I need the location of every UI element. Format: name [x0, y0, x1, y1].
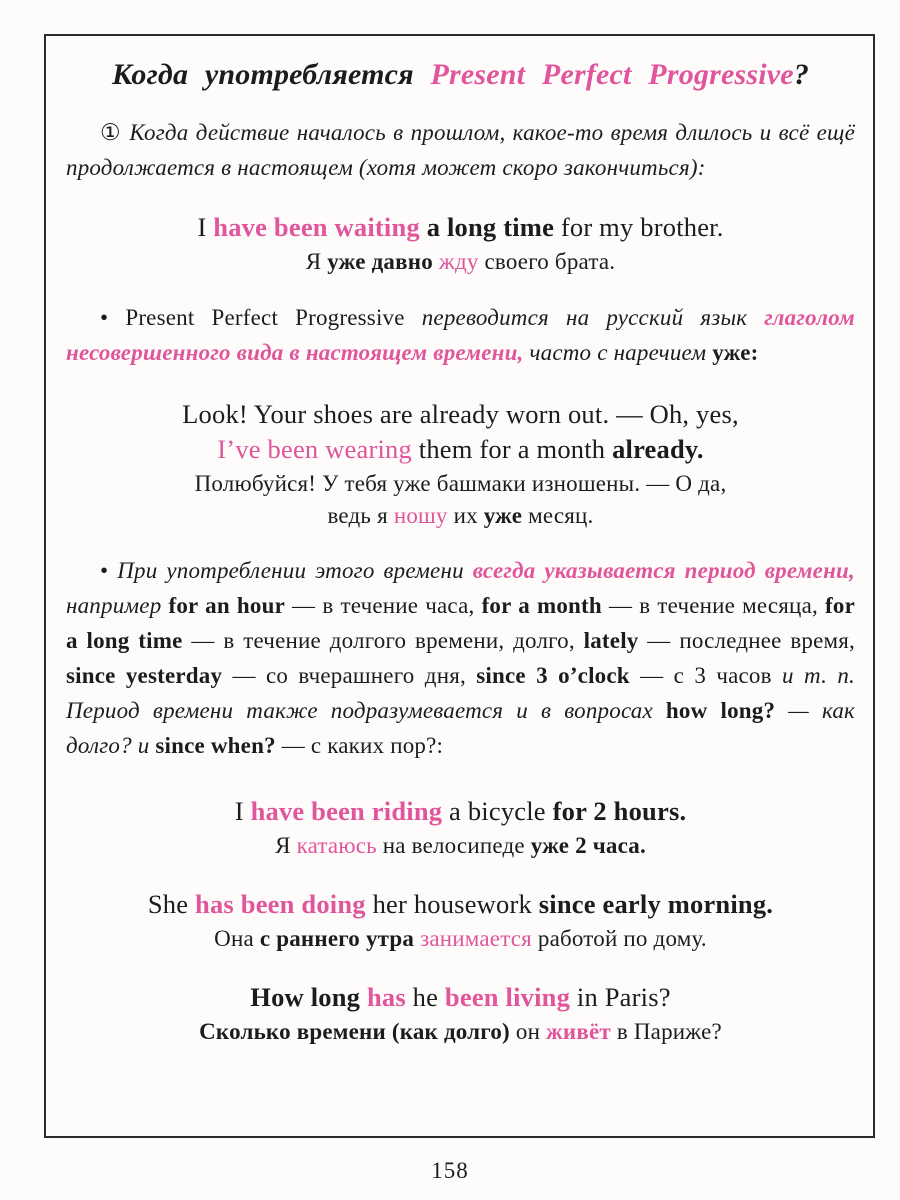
- example-2-english-line-2: I’ve been wearing them for a month already.: [217, 433, 704, 464]
- example-4-english-line: She has been doing her housework since early morning.: [147, 888, 774, 919]
- example-1: [66, 210, 855, 277]
- example-1-english-line: I have been waiting a long time for my brother.: [197, 211, 724, 242]
- page-title: Когда употребляется Present Perfect Progressive?: [111, 58, 810, 91]
- example-2-russian-line-1: Полюбуйся! У тебя уже башмаки изношены. — О да,: [194, 470, 727, 496]
- example-4-russian-line: Она с раннего утра занимается работой по дому.: [214, 925, 707, 951]
- note-time-period-paragraph: • При употреблении этого времени всегда указывается период времени, например for an hour — в течение часа, for a month — в течение месяца, for a long time — в течение долгого времени, долго, lately — последнее время, since yesterday — со вчерашнего дня, since 3 o’clock — с 3 часов и т. п. Период времени также подразумевается и в вопросах how long? — как долго? и since when? — с каких пор?:: [66, 558, 855, 759]
- example-5-english-line: How long has he been living in Paris?: [250, 981, 671, 1012]
- example-5-russian-line: Сколько времени (как долго) он живёт в Париже?: [199, 1018, 722, 1044]
- example-3: [66, 794, 855, 861]
- example-4: [66, 887, 855, 954]
- content-frame: [44, 34, 875, 1138]
- note-translation-paragraph: • Present Perfect Progressive переводится на русский язык глаголом несовершенного вида в настоящем времени, часто с наречием уже:: [66, 304, 855, 365]
- example-3-russian-line: Я катаюсь на велосипеде уже 2 часа.: [275, 833, 646, 859]
- example-2-russian-line-2: ведь я ношу их уже месяц.: [327, 502, 594, 528]
- example-3-english-line: I have been riding a bicycle for 2 hours.: [234, 796, 687, 827]
- example-2-english-line-1: Look! Your shoes are already worn out. — Oh, yes,: [182, 398, 739, 429]
- rule-1-paragraph: ① Когда действие началось в прошлом, какое-то время длилось и всё ещё продолжается в настоящем (хотя может скоро закончиться):: [66, 120, 855, 180]
- example-5: [66, 980, 855, 1047]
- example-2: [66, 397, 855, 531]
- example-1-russian-line: Я уже давно жду своего брата.: [305, 248, 616, 274]
- page-number: 158: [431, 1158, 469, 1183]
